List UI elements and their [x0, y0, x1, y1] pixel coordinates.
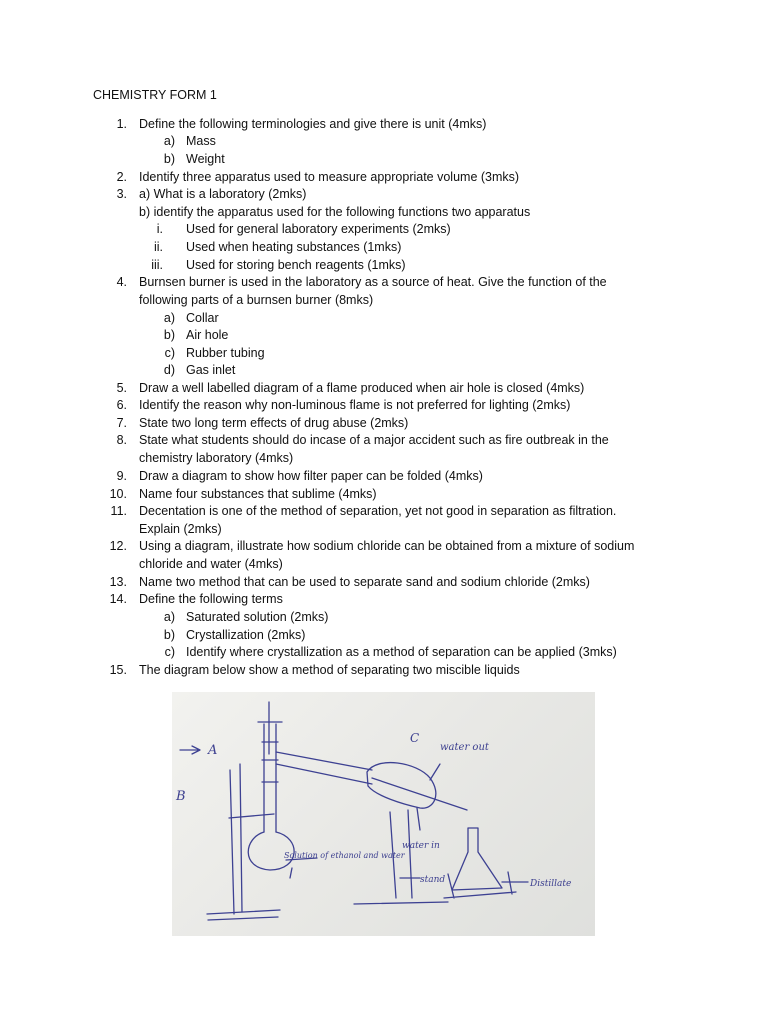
distillation-diagram-photo: [172, 692, 595, 936]
question-text: Name four substances that sublime (4mks): [139, 487, 377, 501]
page-title: CHEMISTRY FORM 1: [93, 88, 217, 102]
question-number: 8.: [116, 433, 127, 447]
label-a: A: [208, 743, 218, 758]
sub-label: b): [163, 328, 175, 342]
sub-text: Gas inlet: [186, 363, 236, 377]
sub-text: Crystallization (2mks): [186, 628, 306, 642]
question-text: a) What is a laboratory (2mks): [139, 187, 307, 201]
question-number: 2.: [116, 170, 127, 184]
sub-text: Used when heating substances (1mks): [186, 240, 402, 254]
question-number: 7.: [116, 416, 127, 430]
sub-label: b): [163, 152, 175, 166]
question-text: State what students should do incase of a major accident such as fire outbreak in the: [139, 433, 609, 447]
question-11-cont: Explain (2mks): [139, 522, 222, 536]
question-8-cont: chemistry laboratory (4mks): [139, 451, 294, 465]
question-text: The diagram below show a method of separating two miscible liquids: [139, 663, 520, 677]
sub-text: Weight: [186, 152, 225, 166]
question-text: Using a diagram, illustrate how sodium chloride can be obtained from a mixture of sodium: [139, 539, 635, 553]
question-text: Name two method that can be used to separate sand and sodium chloride (2mks): [139, 575, 590, 589]
question-number: 14.: [109, 592, 127, 606]
sub-text: Mass: [186, 134, 216, 148]
question-number: 10.: [109, 487, 127, 501]
sub-label: a): [163, 610, 175, 624]
question-3b: b) identify the apparatus used for the following functions two apparatus: [139, 205, 531, 219]
stand-rod: [230, 770, 234, 914]
question-text: Define the following terminologies and give there is unit (4mks): [139, 117, 487, 131]
label-c: C: [410, 731, 420, 745]
sub-label: a): [163, 134, 175, 148]
question-number: 6.: [116, 398, 127, 412]
question-number: 9.: [116, 469, 127, 483]
sub-text: Used for general laboratory experiments (2mks): [186, 222, 451, 236]
sub-label: iii.: [151, 258, 163, 272]
sub-label: ii.: [153, 240, 163, 254]
delivery-tube: [276, 752, 372, 784]
question-number: 1.: [116, 117, 127, 131]
question-text: Burnsen burner is used in the laboratory as a source of heat. Give the function of the: [139, 275, 607, 289]
question-text: Decentation is one of the method of separation, yet not good in separation as filtration.: [139, 504, 617, 518]
condenser: [367, 763, 436, 809]
sub-text: Identify where crystallization as a method of separation can be applied (3mks): [186, 645, 617, 659]
conical-flask: [452, 828, 502, 890]
label-stand: stand: [420, 875, 446, 885]
question-text: Identify the reason why non-luminous flame is not preferred for lighting (2mks): [139, 398, 571, 412]
label-solution: Solution of ethanol and water: [284, 851, 405, 860]
label-water-out: water out: [440, 742, 489, 753]
sub-label: i.: [156, 222, 163, 236]
question-text: State two long term effects of drug abuse (2mks): [139, 416, 409, 430]
question-number: 5.: [116, 381, 127, 395]
question-text: Draw a diagram to show how filter paper can be folded (4mks): [139, 469, 483, 483]
question-number: 3.: [116, 187, 127, 201]
question-text: Draw a well labelled diagram of a flame produced when air hole is closed (4mks): [139, 381, 585, 395]
sub-label: c): [164, 645, 175, 659]
sub-text: Rubber tubing: [186, 346, 265, 360]
arrow-a: [180, 746, 200, 754]
stand-base: [207, 910, 280, 914]
sub-label: b): [163, 628, 175, 642]
question-number: 11.: [110, 504, 127, 518]
sub-label: d): [163, 363, 175, 377]
question-12-cont: chloride and water (4mks): [139, 557, 283, 571]
question-number: 13.: [109, 575, 127, 589]
label-water-in: water in: [402, 841, 440, 851]
label-distillate: Distillate: [530, 879, 572, 889]
sub-label: c): [164, 346, 175, 360]
sub-label: a): [163, 311, 175, 325]
sub-text: Used for storing bench reagents (1mks): [186, 258, 406, 272]
flask-neck: [264, 724, 276, 832]
sub-text: Collar: [186, 311, 219, 325]
question-number: 4.: [116, 275, 127, 289]
question-text: Identify three apparatus used to measure appropriate volume (3mks): [139, 170, 520, 184]
question-number: 15.: [109, 663, 127, 677]
question-number: 12.: [109, 539, 127, 553]
question-text: Define the following terms: [139, 592, 283, 606]
sub-text: Air hole: [186, 328, 229, 342]
distillation-sketch: [172, 692, 595, 936]
label-b: B: [176, 789, 186, 804]
sub-text: Saturated solution (2mks): [186, 610, 329, 624]
clamp: [229, 814, 274, 818]
question-4-cont: following parts of a burnsen burner (8mks): [139, 293, 374, 307]
